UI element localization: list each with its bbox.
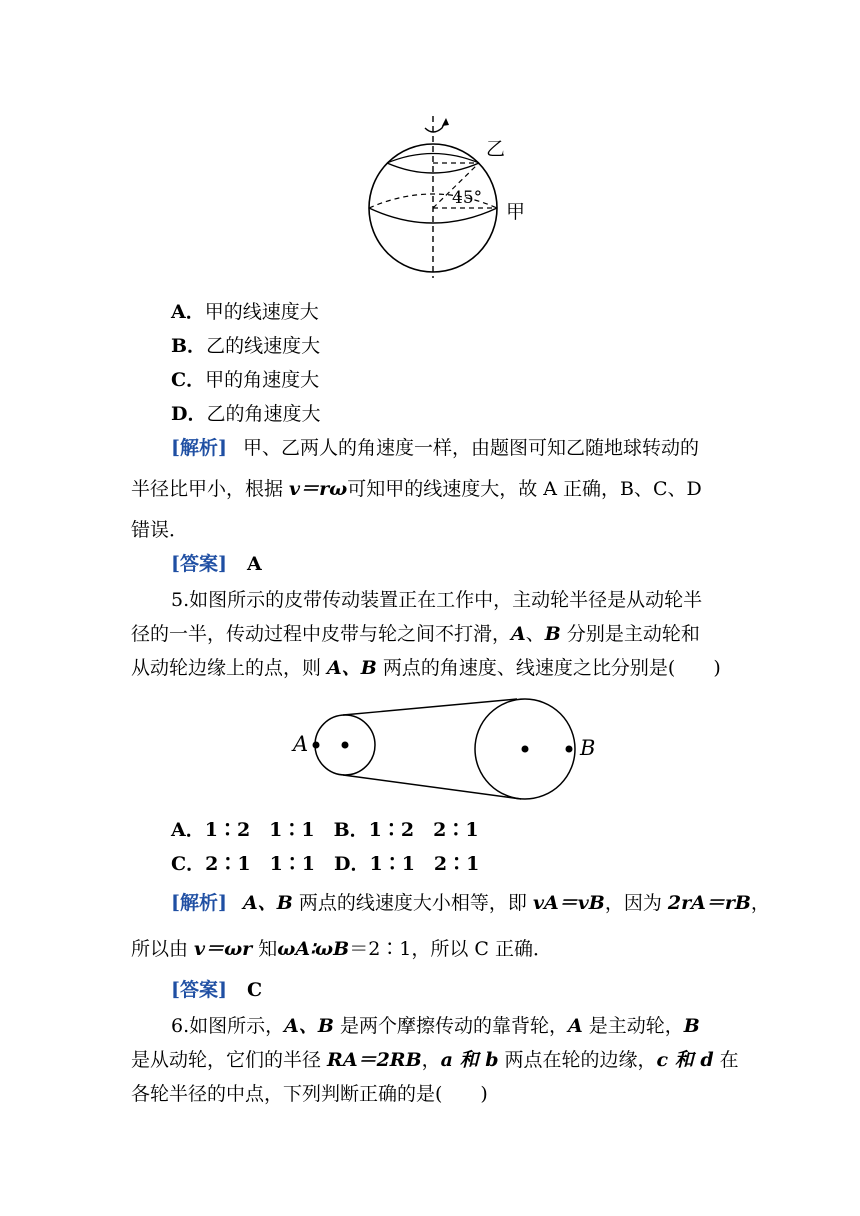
arrowhead (442, 118, 449, 126)
center-dot-b (522, 746, 529, 753)
option-a: A．甲的线速度大 (171, 301, 319, 323)
q6-line3: 各轮半径的中点，下列判断正确的是( ) (131, 1083, 488, 1105)
label-jia: 甲 (506, 201, 526, 223)
label-b: B (580, 736, 596, 760)
option-b: B．乙的线速度大 (171, 335, 321, 357)
center-dot-a (342, 742, 349, 749)
q5-analysis-line2: 所以由 v＝ωr 知ωA∶ωB＝2∶1，所以 C 正确． (131, 938, 552, 960)
label-a: A (293, 732, 309, 756)
point-a (313, 742, 320, 749)
belt-bottom (343, 775, 521, 799)
belt-drive-figure (285, 695, 605, 805)
earth-rotation-figure (350, 108, 540, 283)
q5-options-line2: C．2∶1 1∶1 D．1∶1 2∶1 (171, 853, 480, 875)
q4-analysis-line1: [解析] 甲、乙两人的角速度一样，由题图可知乙随地球转动的 (171, 437, 700, 459)
analysis-tag: [解析] (171, 437, 227, 459)
answer-tag: [答案] (171, 979, 227, 1001)
q6-line2: 是从动轮，它们的半径 RA＝2RB，a 和 b 两点在轮的边缘，c 和 d 在 (131, 1049, 739, 1071)
q5-line1: 5.如图所示的皮带传动装置正在工作中，主动轮半径是从动轮半 (171, 589, 703, 611)
option-d: D．乙的角速度大 (171, 403, 321, 425)
q5-line3: 从动轮边缘上的点，则 A、B 两点的角速度、线速度之比分别是( ) (131, 657, 721, 679)
analysis-tag: [解析] (171, 892, 227, 914)
q5-answer: [答案] C (171, 979, 263, 1001)
q4-answer: [答案] A (171, 553, 262, 575)
q6-line1: 6.如图所示，A、B 是两个摩擦传动的靠背轮，A 是主动轮，B (171, 1015, 700, 1037)
q4-analysis-line2: 半径比甲小，根据 v＝rω可知甲的线速度大，故 A 正确，B、C、D (131, 478, 702, 500)
answer-tag: [答案] (171, 553, 227, 575)
q5-analysis-line1: [解析] A、B 两点的线速度大小相等，即 vA＝vB，因为 2rA＝rB， (171, 892, 770, 914)
point-b (566, 746, 573, 753)
option-c: C．甲的角速度大 (171, 369, 320, 391)
rotation-arrow-icon (425, 120, 446, 132)
angle-label: 45° (452, 188, 483, 208)
q5-line2: 径的一半，传动过程中皮带与轮之间不打滑，A、B 分别是主动轮和 (131, 623, 700, 645)
q4-analysis-line3: 错误． (131, 519, 189, 541)
q5-options-line1: A．1∶2 1∶1 B．1∶2 2∶1 (171, 819, 479, 841)
label-yi: 乙 (486, 138, 506, 160)
